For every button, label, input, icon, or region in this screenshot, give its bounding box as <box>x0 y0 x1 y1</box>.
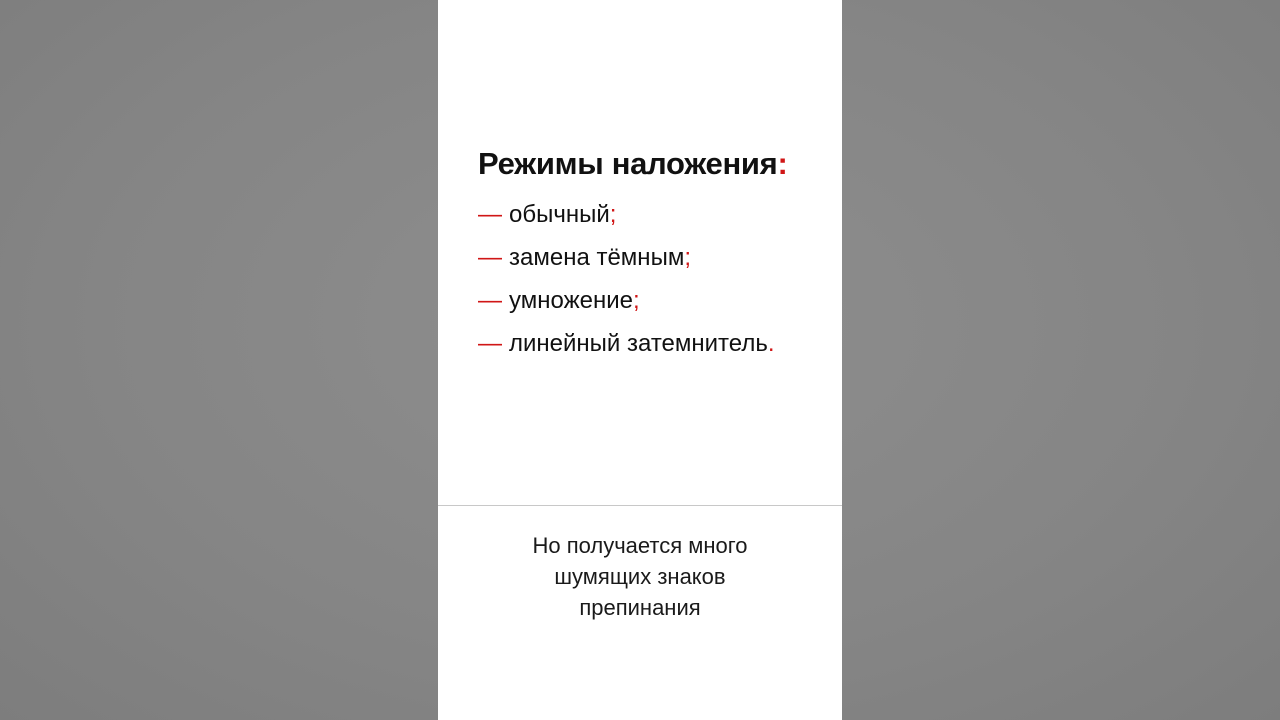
list-item <box>478 198 775 241</box>
list-item-text: обычный <box>509 201 610 228</box>
caption-line: Но получается много <box>532 533 748 558</box>
slide <box>438 0 842 505</box>
list-item-text: линейный затемнитель <box>509 330 768 357</box>
list-item-punct: ; <box>609 201 617 228</box>
list-dash: — <box>478 330 502 357</box>
divider <box>438 505 842 506</box>
list-dash: — <box>478 201 502 228</box>
video-frame <box>438 0 842 720</box>
slide-heading <box>478 146 787 182</box>
list-item-punct: . <box>767 330 775 357</box>
list-item-text: замена тёмным <box>509 244 685 271</box>
list-dash: — <box>478 287 502 314</box>
list-dash: — <box>478 244 502 271</box>
list-item-punct: ; <box>684 244 691 271</box>
list-item-text: умножение <box>509 287 633 314</box>
heading-colon: : <box>777 146 788 181</box>
list-item <box>478 284 775 327</box>
caption-line: препинания <box>579 595 701 620</box>
caption <box>438 530 842 623</box>
blend-modes-list <box>478 198 775 370</box>
list-item-punct: ; <box>632 287 640 314</box>
list-item <box>478 327 775 370</box>
heading-text: Режимы наложения <box>478 146 778 181</box>
caption-line: шумящих знаков <box>554 564 726 589</box>
list-item <box>478 241 775 284</box>
